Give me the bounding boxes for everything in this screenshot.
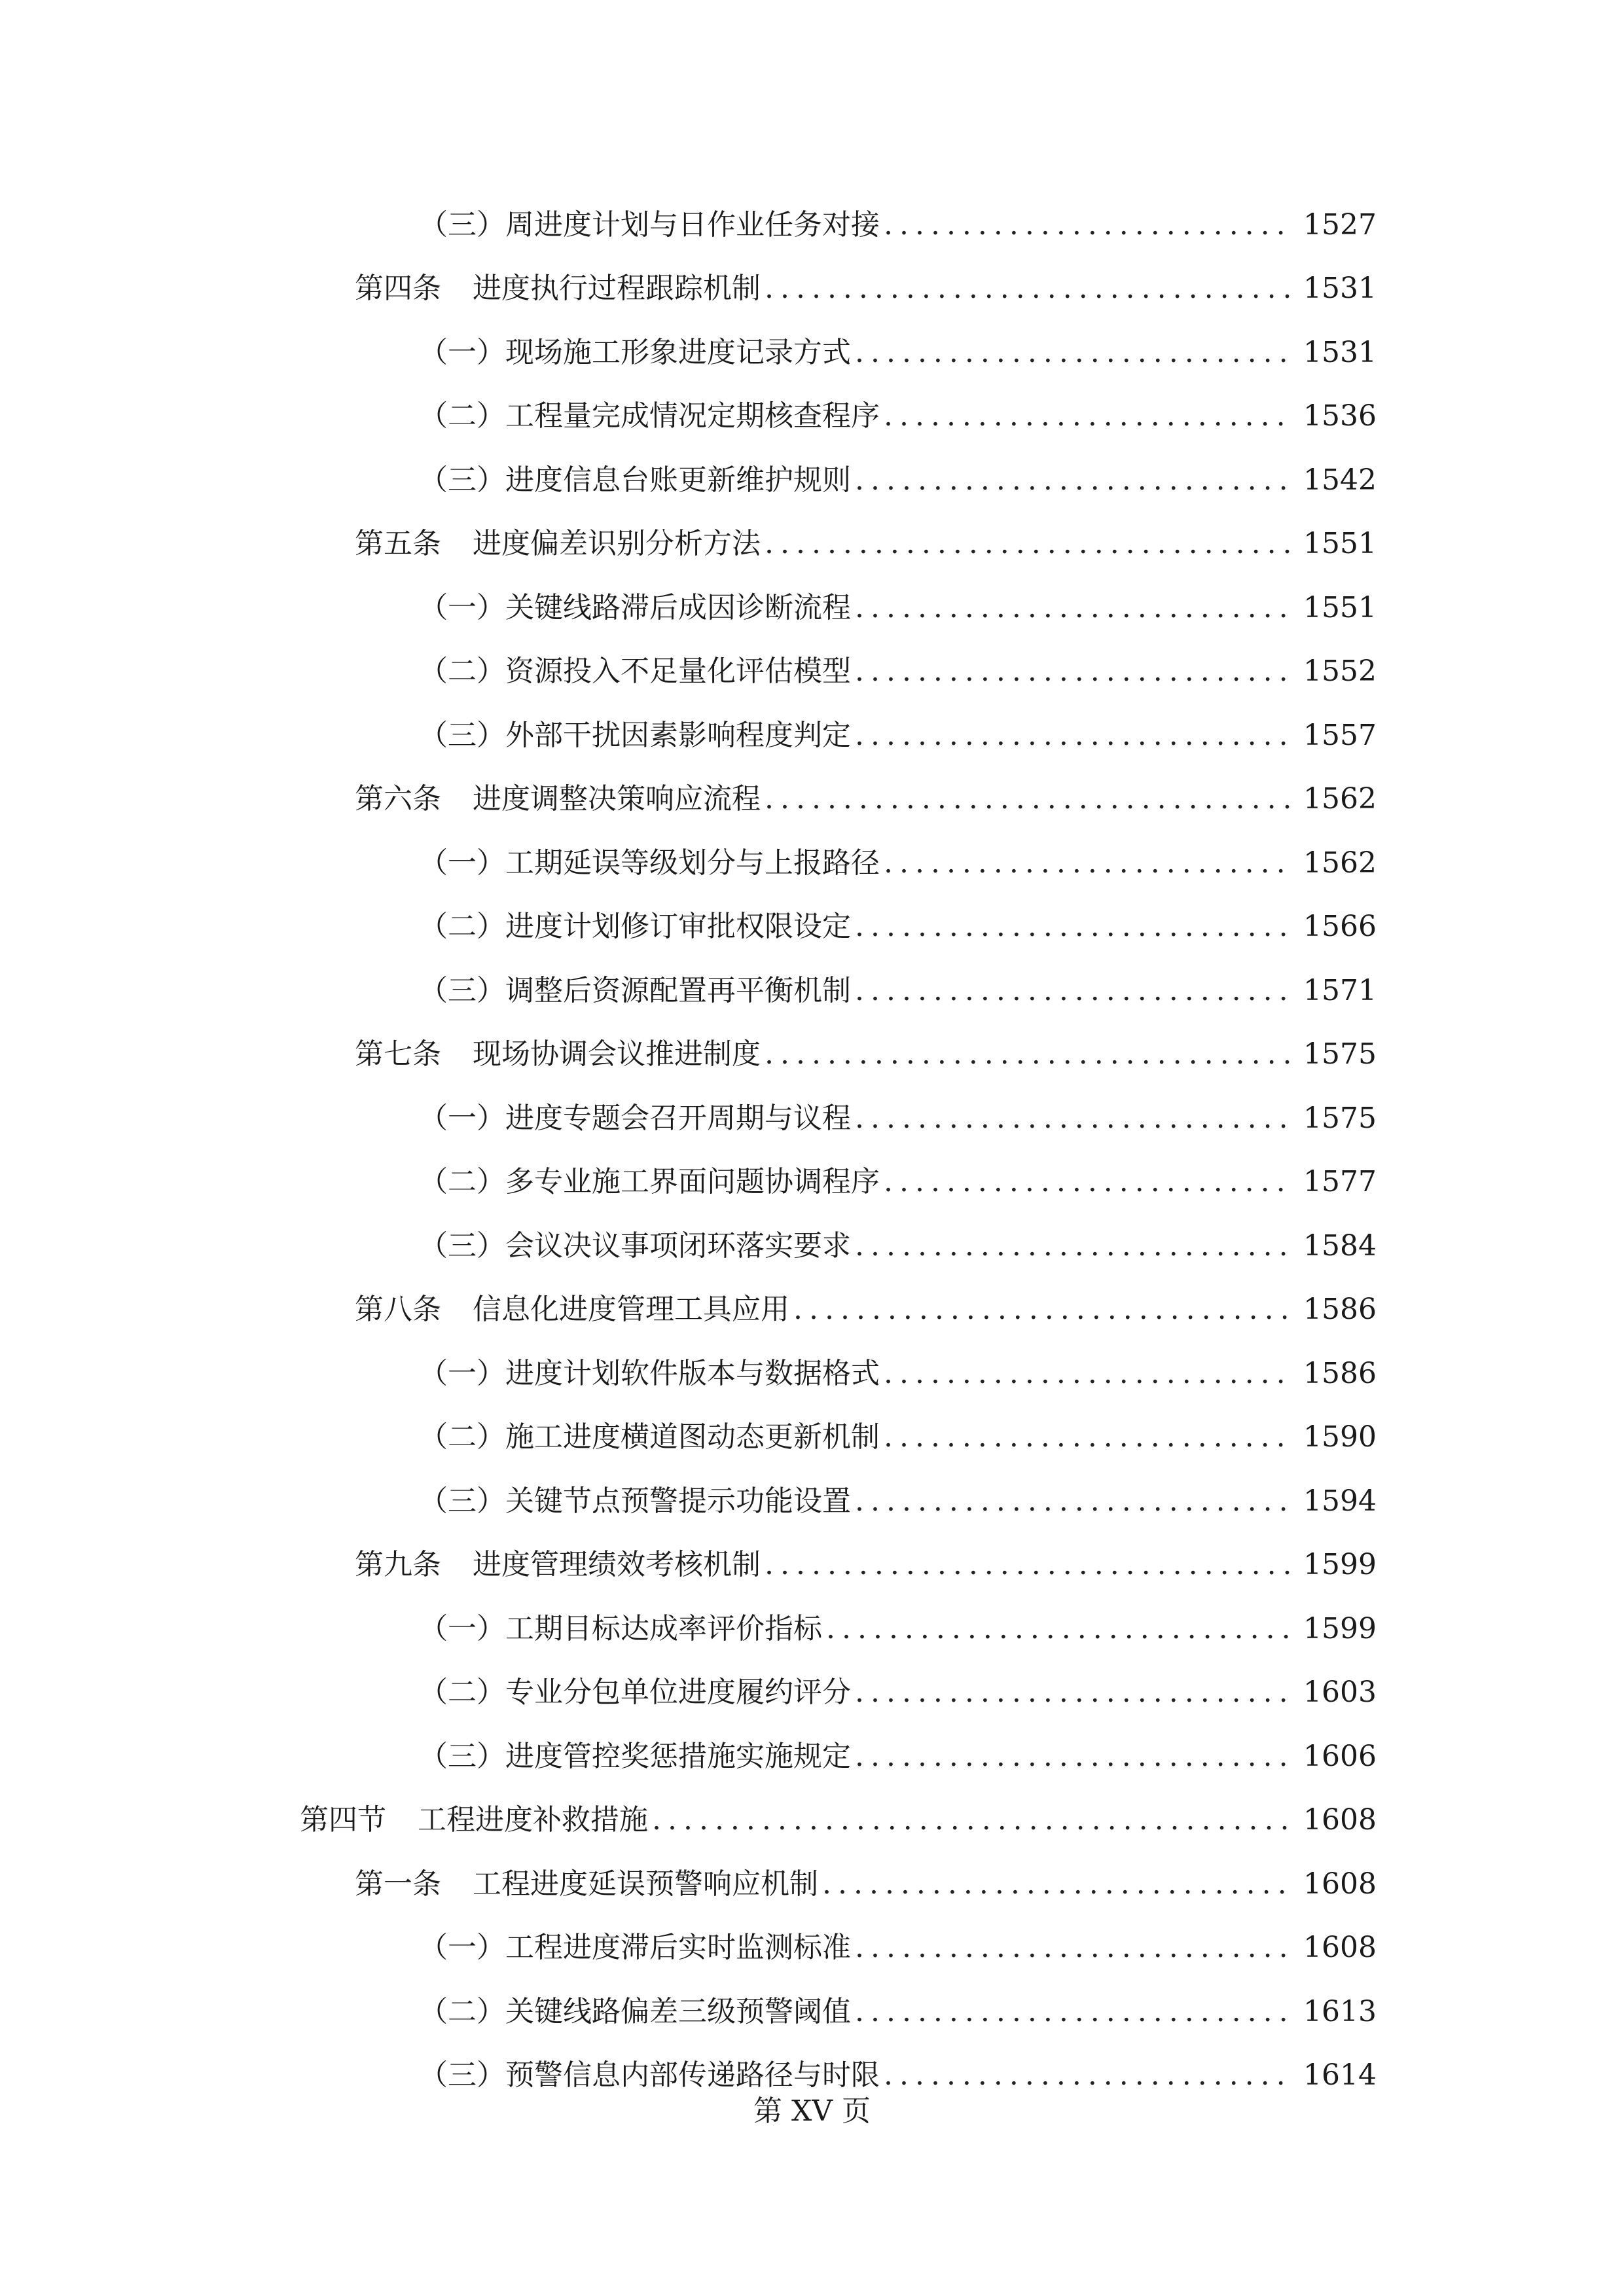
toc-entry-page: 1527 <box>1303 207 1377 242</box>
dot-leader <box>765 785 1294 814</box>
toc-entry-label <box>355 272 761 306</box>
dot-leader <box>855 977 1294 1005</box>
toc-entry-number: 第九条 <box>355 1548 441 1582</box>
toc-entry[interactable] <box>0 1534 1624 1598</box>
toc-entry-page: 1551 <box>1303 590 1377 624</box>
toc-entry-label <box>419 1676 851 1710</box>
toc-entry[interactable] <box>0 959 1624 1023</box>
toc-entry[interactable] <box>0 1023 1624 1087</box>
toc-entry-title: （二）多专业施工界面问题协调程序 <box>419 1165 880 1199</box>
dot-leader <box>765 1551 1294 1579</box>
dot-leader <box>884 211 1294 240</box>
toc-entry-label <box>419 1611 822 1645</box>
toc-entry-page: 1566 <box>1303 910 1377 944</box>
toc-entry-page: 1586 <box>1303 1356 1377 1390</box>
toc-entry-page: 1606 <box>1303 1739 1377 1773</box>
toc-entry-page: 1613 <box>1303 1994 1377 2028</box>
toc-entry[interactable] <box>0 831 1624 895</box>
toc-entry[interactable] <box>0 768 1624 832</box>
toc-entry[interactable] <box>0 576 1624 640</box>
dot-leader <box>855 594 1294 622</box>
toc-entry-label <box>419 399 880 433</box>
toc-entry-label <box>419 463 851 497</box>
dot-leader <box>855 1678 1294 1707</box>
toc-entry-title: （二）专业分包单位进度履约评分 <box>419 1676 851 1710</box>
dot-leader <box>884 2061 1294 2090</box>
toc-entry-title: 信息化进度管理工具应用 <box>473 1293 789 1327</box>
toc-entry-label <box>355 1037 761 1071</box>
toc-entry-title: 进度执行过程跟踪机制 <box>473 272 761 306</box>
toc-entry[interactable] <box>0 257 1624 321</box>
toc-entry-page: 1552 <box>1303 655 1377 689</box>
toc-entry-number: 第五条 <box>355 527 441 561</box>
toc-entry-label <box>419 973 851 1007</box>
toc-entry-label <box>419 1994 851 2028</box>
toc-entry-page: 1586 <box>1303 1293 1377 1327</box>
toc-entry-title: （一）工期目标达成率评价指标 <box>419 1611 822 1645</box>
dot-leader <box>855 912 1294 941</box>
toc-entry-page: 1571 <box>1303 973 1377 1007</box>
toc-entry-page: 1531 <box>1303 272 1377 306</box>
toc-entry[interactable] <box>0 1980 1624 2044</box>
toc-entry-title: 进度管理绩效考核机制 <box>473 1548 761 1582</box>
toc-entry-page: 1562 <box>1303 846 1377 880</box>
dot-leader <box>855 657 1294 686</box>
dot-leader <box>855 1104 1294 1133</box>
toc-entry-number: 第六条 <box>355 782 441 816</box>
toc-entry-label <box>419 2058 880 2092</box>
toc-entry[interactable] <box>0 1597 1624 1661</box>
toc-entry-label <box>419 1356 880 1390</box>
toc-entry-title: （三）关键节点预警提示功能设置 <box>419 1484 851 1518</box>
toc-entry-title: 工程进度补救措施 <box>418 1803 648 1837</box>
dot-leader <box>884 849 1294 878</box>
toc-entry-page: 1562 <box>1303 782 1377 816</box>
dot-leader <box>855 466 1294 495</box>
toc-entry[interactable] <box>0 193 1624 257</box>
toc-entry-title: （一）进度专题会召开周期与议程 <box>419 1101 851 1135</box>
toc-entry-title: （一）工期延误等级划分与上报路径 <box>419 846 880 880</box>
table-of-contents <box>0 193 1624 2108</box>
toc-entry-label <box>419 1165 880 1199</box>
toc-entry[interactable] <box>0 1661 1624 1725</box>
toc-entry-page: 1575 <box>1303 1037 1377 1071</box>
dot-leader <box>855 1933 1294 1962</box>
dot-leader <box>855 338 1294 367</box>
toc-entry-title: （三）会议决议事项闭环落实要求 <box>419 1229 851 1263</box>
toc-entry-label <box>419 1420 880 1454</box>
toc-entry-number: 第八条 <box>355 1293 441 1327</box>
toc-entry[interactable] <box>0 512 1624 577</box>
toc-entry-title: （一）进度计划软件版本与数据格式 <box>419 1356 880 1390</box>
toc-entry-number: 第四节 <box>300 1803 386 1837</box>
toc-entry[interactable] <box>0 448 1624 512</box>
toc-entry[interactable] <box>0 1725 1624 1789</box>
dot-leader <box>884 1359 1294 1388</box>
toc-entry-title: （三）预警信息内部传递路径与时限 <box>419 2058 880 2092</box>
toc-entry-title: 工程进度延误预警响应机制 <box>473 1867 818 1901</box>
toc-entry-page: 1599 <box>1303 1611 1377 1645</box>
dot-leader <box>855 721 1294 750</box>
toc-entry-title: （三）外部干扰因素影响程度判定 <box>419 718 851 752</box>
toc-entry-label <box>419 1229 851 1263</box>
toc-entry-title: （三）调整后资源配置再平衡机制 <box>419 973 851 1007</box>
toc-entry-title: 进度偏差识别分析方法 <box>473 527 761 561</box>
dot-leader <box>765 274 1294 303</box>
toc-entry-label <box>419 590 851 624</box>
toc-entry-page: 1536 <box>1303 399 1377 433</box>
toc-entry[interactable] <box>0 1789 1624 1853</box>
toc-entry-title: （一）工程进度滞后实时监测标准 <box>419 1931 851 1965</box>
toc-entry-label <box>355 1548 761 1582</box>
toc-entry-page: 1584 <box>1303 1229 1377 1263</box>
toc-entry-label <box>419 1101 851 1135</box>
toc-entry-label <box>419 1484 851 1518</box>
toc-entry-label <box>419 655 851 689</box>
toc-entry-title: （一）关键线路滞后成因诊断流程 <box>419 590 851 624</box>
page-number-footer: 第 XV 页 <box>753 2094 871 2128</box>
toc-entry-title: 进度调整决策响应流程 <box>473 782 761 816</box>
toc-entry-label <box>419 1739 851 1773</box>
toc-entry-label <box>419 910 851 944</box>
dot-leader <box>826 1615 1294 1643</box>
toc-entry-page: 1608 <box>1303 1867 1377 1901</box>
toc-entry-title: （二）进度计划修订审批权限设定 <box>419 910 851 944</box>
dot-leader <box>884 1168 1294 1196</box>
toc-entry[interactable] <box>0 1086 1624 1151</box>
dot-leader <box>884 1423 1294 1452</box>
dot-leader <box>765 529 1294 558</box>
toc-entry-title: （二）工程量完成情况定期核查程序 <box>419 399 880 433</box>
dot-leader <box>765 1040 1294 1069</box>
toc-entry-page: 1590 <box>1303 1420 1377 1454</box>
toc-entry-label <box>355 782 761 816</box>
dot-leader <box>652 1806 1294 1835</box>
toc-entry-label <box>419 207 880 242</box>
toc-entry[interactable] <box>0 385 1624 449</box>
toc-entry-number: 第一条 <box>355 1867 441 1901</box>
toc-entry-title: （二）关键线路偏差三级预警阈值 <box>419 1994 851 2028</box>
toc-entry-number: 第七条 <box>355 1037 441 1071</box>
dot-leader <box>822 1870 1294 1899</box>
toc-entry[interactable] <box>0 1406 1624 1470</box>
toc-entry[interactable] <box>0 895 1624 960</box>
toc-entry-label <box>355 527 761 561</box>
toc-entry-page: 1603 <box>1303 1676 1377 1710</box>
toc-entry-label <box>355 1293 789 1327</box>
toc-entry-page: 1531 <box>1303 335 1377 369</box>
dot-leader <box>793 1295 1294 1324</box>
toc-entry-label <box>419 718 851 752</box>
toc-entry[interactable] <box>0 1916 1624 1981</box>
dot-leader <box>855 1998 1294 2026</box>
toc-entry-page: 1608 <box>1303 1931 1377 1965</box>
toc-entry-title: （三）进度管控奖惩措施实施规定 <box>419 1739 851 1773</box>
toc-entry-label <box>300 1803 648 1837</box>
toc-entry-page: 1542 <box>1303 463 1377 497</box>
toc-entry-page: 1599 <box>1303 1548 1377 1582</box>
toc-entry[interactable] <box>0 640 1624 704</box>
toc-entry[interactable] <box>0 321 1624 385</box>
dot-leader <box>855 1232 1294 1261</box>
toc-entry[interactable] <box>0 1151 1624 1215</box>
toc-entry-number: 第四条 <box>355 272 441 306</box>
toc-entry-label <box>419 1931 851 1965</box>
toc-entry-page: 1594 <box>1303 1484 1377 1518</box>
toc-entry-title: 现场协调会议推进制度 <box>473 1037 761 1071</box>
toc-entry-label <box>419 335 851 369</box>
toc-entry-page: 1614 <box>1303 2058 1377 2092</box>
toc-entry[interactable] <box>0 1214 1624 1278</box>
toc-entry[interactable] <box>0 1852 1624 1916</box>
toc-entry-page: 1608 <box>1303 1803 1377 1837</box>
toc-entry-page: 1575 <box>1303 1101 1377 1135</box>
toc-entry[interactable] <box>0 1469 1624 1534</box>
dot-leader <box>855 1487 1294 1516</box>
toc-entry-title: （三）进度信息台账更新维护规则 <box>419 463 851 497</box>
toc-entry[interactable] <box>0 1342 1624 1406</box>
toc-entry-label <box>355 1867 818 1901</box>
dot-leader <box>884 402 1294 431</box>
toc-entry-page: 1551 <box>1303 527 1377 561</box>
toc-entry-page: 1577 <box>1303 1165 1377 1199</box>
toc-entry-title: （一）现场施工形象进度记录方式 <box>419 335 851 369</box>
toc-entry[interactable] <box>0 1278 1624 1342</box>
toc-entry-page: 1557 <box>1303 718 1377 752</box>
toc-entry[interactable] <box>0 704 1624 768</box>
toc-entry-title: （二）施工进度横道图动态更新机制 <box>419 1420 880 1454</box>
toc-entry-title: （二）资源投入不足量化评估模型 <box>419 655 851 689</box>
toc-entry-label <box>419 846 880 880</box>
toc-entry-title: （三）周进度计划与日作业任务对接 <box>419 207 880 242</box>
dot-leader <box>855 1742 1294 1771</box>
